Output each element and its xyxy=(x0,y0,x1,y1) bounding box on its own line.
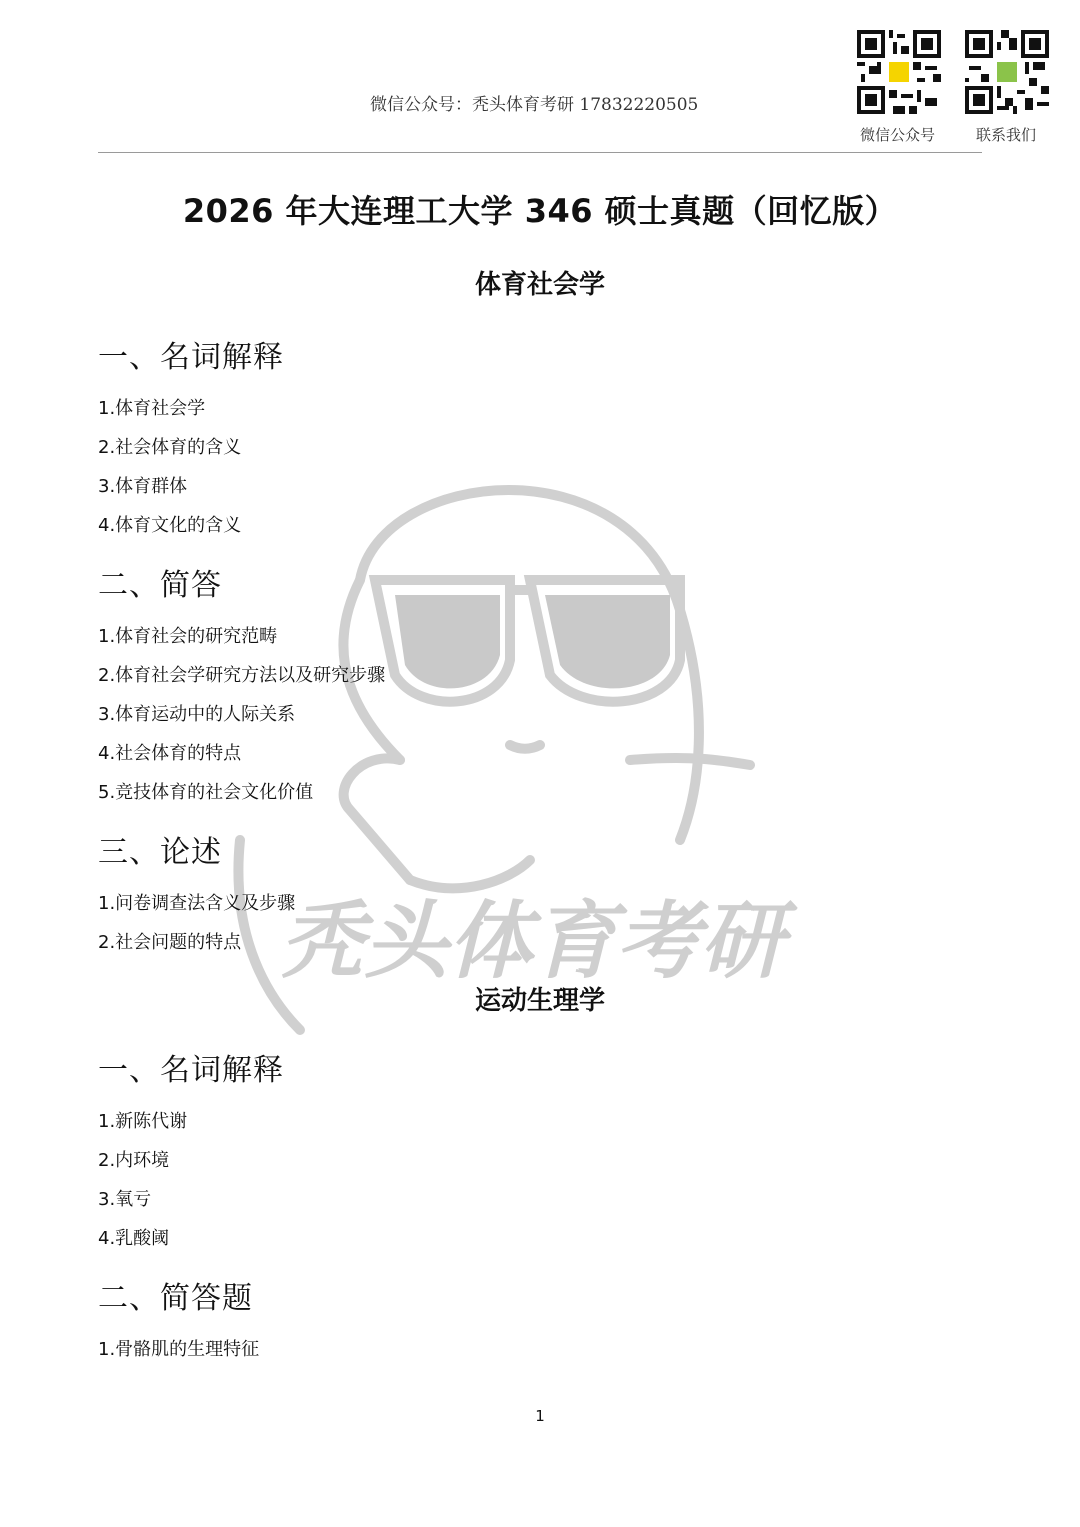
section-heading: 一、名词解释 xyxy=(98,1053,284,1088)
qr-right-caption: 联系我们 xyxy=(976,126,1037,144)
list-item: 3.体育群体 xyxy=(98,476,188,497)
list-item: 2.体育社会学研究方法以及研究步骤 xyxy=(98,665,386,686)
list-item: 3.体育运动中的人际关系 xyxy=(98,704,296,725)
list-item: 1.新陈代谢 xyxy=(98,1111,188,1132)
list-item: 1.体育社会学 xyxy=(98,398,206,419)
subject-title: 体育社会学 xyxy=(474,270,605,300)
list-item: 5.竞技体育的社会文化价值 xyxy=(98,782,314,803)
list-item: 4.社会体育的特点 xyxy=(98,743,242,764)
watermark xyxy=(210,460,870,1040)
header-contact-text: 微信公众号：秃头体育考研 17832220505 xyxy=(370,95,699,115)
list-item: 1.问卷调查法含义及步骤 xyxy=(98,893,296,914)
list-item: 2.社会问题的特点 xyxy=(98,932,242,953)
page-number: 1 xyxy=(535,1407,545,1425)
watermark-text: 秃头体育考研 xyxy=(280,892,785,990)
section-heading: 二、简答 xyxy=(98,568,222,603)
header-divider xyxy=(98,152,982,153)
bald-head-sunglasses-icon xyxy=(238,490,750,1030)
section-heading: 二、简答题 xyxy=(98,1281,253,1316)
list-item: 4.体育文化的含义 xyxy=(98,515,242,536)
wechat-public-account-qr-code xyxy=(857,30,941,114)
section-heading: 一、名词解释 xyxy=(98,340,284,375)
list-item: 1.骨骼肌的生理特征 xyxy=(98,1339,260,1360)
list-item: 2.内环境 xyxy=(98,1150,170,1171)
section-heading: 三、论述 xyxy=(98,835,222,870)
qr-left-caption: 微信公众号 xyxy=(860,126,936,144)
subject-title: 运动生理学 xyxy=(474,986,605,1016)
document-title: 2026 年大连理工大学 346 硕士真题（回忆版） xyxy=(182,192,898,230)
list-item: 2.社会体育的含义 xyxy=(98,437,242,458)
contact-us-qr-code xyxy=(965,30,1049,114)
list-item: 1.体育社会的研究范畴 xyxy=(98,626,278,647)
list-item: 3.氧亏 xyxy=(98,1189,152,1210)
list-item: 4.乳酸阈 xyxy=(98,1228,170,1249)
